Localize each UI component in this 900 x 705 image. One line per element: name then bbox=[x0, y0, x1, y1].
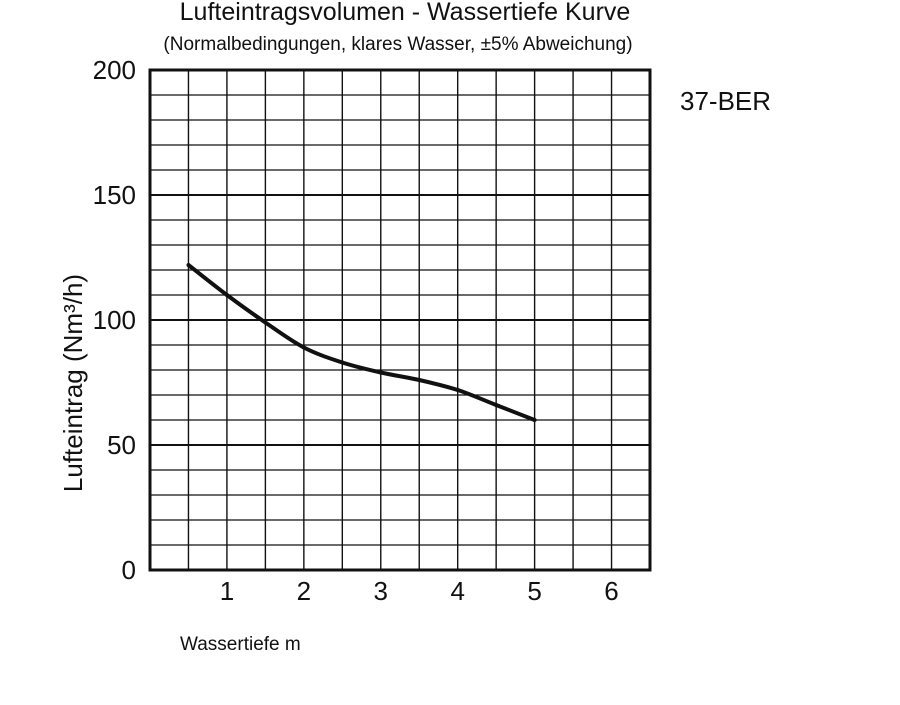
data-point bbox=[379, 371, 383, 375]
chart-title: Lufteintragsvolumen - Wassertiefe Kurve bbox=[179, 0, 631, 26]
data-point bbox=[263, 321, 267, 325]
x-tick-label: 3 bbox=[373, 576, 389, 606]
data-point bbox=[533, 418, 537, 422]
x-tick-label: 5 bbox=[527, 576, 542, 606]
data-point bbox=[186, 263, 190, 267]
data-point bbox=[225, 293, 229, 297]
model-code: 37-BER bbox=[680, 86, 772, 116]
y-tick-label: 0 bbox=[121, 555, 136, 585]
y-tick-label: 200 bbox=[92, 55, 136, 85]
tick-labels bbox=[93, 55, 619, 606]
x-tick-label: 1 bbox=[219, 576, 235, 606]
y-tick-label: 50 bbox=[107, 430, 136, 460]
x-axis-label: Wassertiefe m bbox=[180, 634, 301, 655]
chart-subtitle: (Normalbedingungen, klares Wasser, ±5% Abweichung) bbox=[163, 34, 633, 55]
data-point bbox=[417, 378, 421, 382]
x-tick-label: 2 bbox=[296, 576, 312, 606]
data-point bbox=[340, 361, 344, 365]
x-tick-label: 6 bbox=[604, 576, 619, 606]
series-layer bbox=[186, 263, 536, 422]
data-point bbox=[302, 346, 306, 350]
y-tick-label: 150 bbox=[92, 180, 136, 210]
grid bbox=[150, 70, 650, 570]
data-point bbox=[456, 388, 460, 392]
x-tick-label: 4 bbox=[450, 576, 465, 606]
y-axis-label: Lufteintrag (Nm³/h) bbox=[58, 273, 88, 493]
y-tick-label: 100 bbox=[92, 305, 136, 335]
series-line bbox=[188, 265, 534, 420]
data-point bbox=[494, 403, 498, 407]
